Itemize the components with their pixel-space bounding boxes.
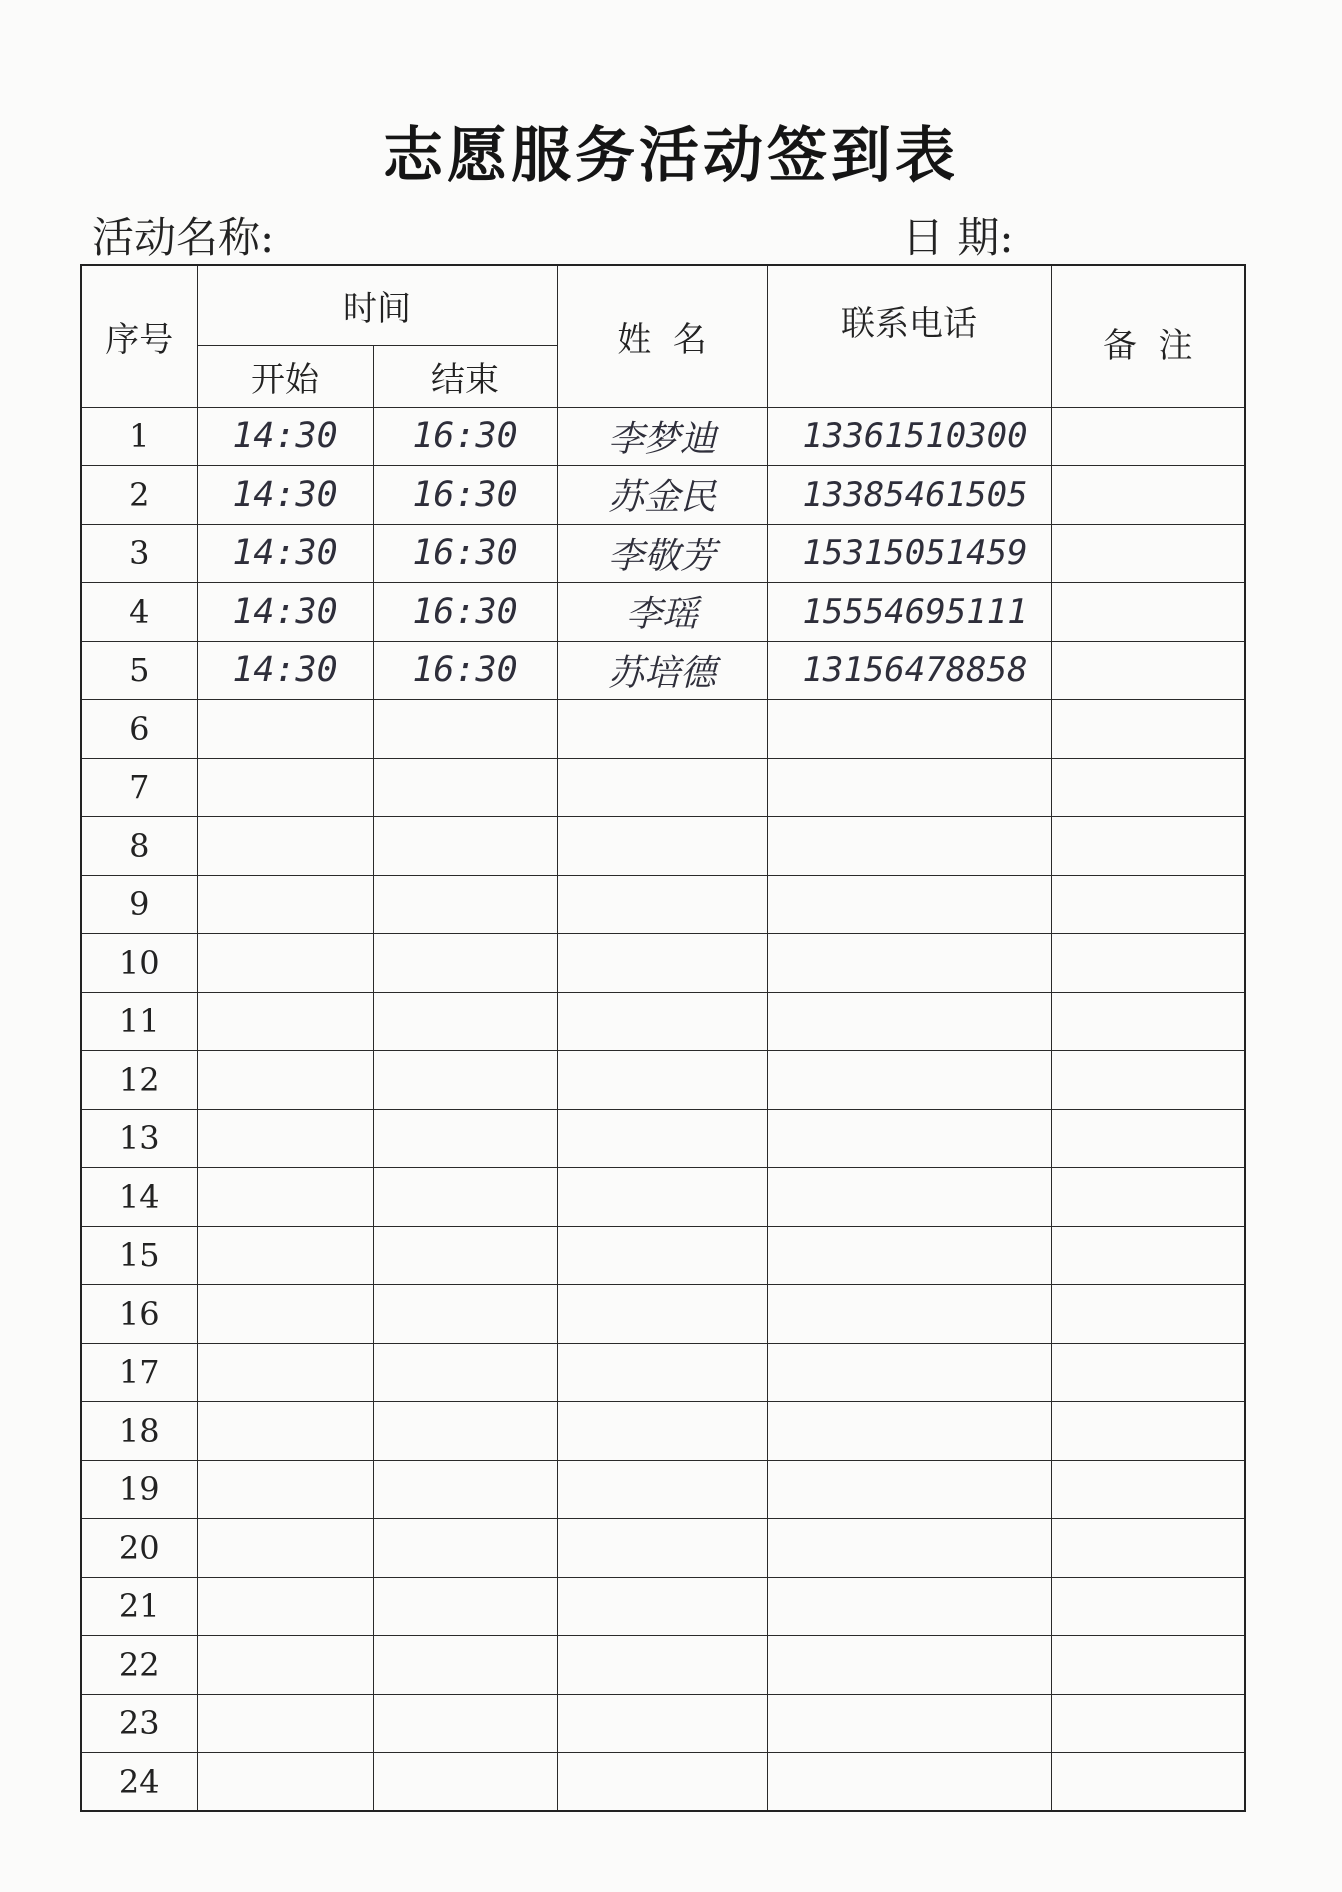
row-seq-cell: 5 bbox=[81, 641, 197, 700]
row-end-time-cell bbox=[373, 1636, 557, 1695]
row-seq-cell: 3 bbox=[81, 524, 197, 583]
row-end-time-cell bbox=[373, 700, 557, 759]
row-remark-cell bbox=[1051, 641, 1245, 700]
row-remark-cell bbox=[1051, 1577, 1245, 1636]
row-name-cell: 苏金民 bbox=[557, 466, 767, 525]
row-remark-cell bbox=[1051, 407, 1245, 466]
table-row bbox=[81, 1519, 1245, 1578]
table-row bbox=[81, 524, 1245, 583]
row-remark-cell bbox=[1051, 466, 1245, 525]
row-start-time-cell bbox=[197, 934, 373, 993]
row-phone-cell bbox=[767, 1636, 1051, 1695]
row-end-time-cell bbox=[373, 1402, 557, 1461]
table-row bbox=[81, 1285, 1245, 1344]
row-remark-cell bbox=[1051, 1753, 1245, 1812]
row-seq-cell: 13 bbox=[81, 1109, 197, 1168]
row-start-time-cell bbox=[197, 875, 373, 934]
row-start-time-cell bbox=[197, 1226, 373, 1285]
table-row bbox=[81, 934, 1245, 993]
table-row bbox=[81, 817, 1245, 876]
row-phone-cell bbox=[767, 1519, 1051, 1578]
row-start-time-cell bbox=[197, 1168, 373, 1227]
row-remark-cell bbox=[1051, 1460, 1245, 1519]
activity-name-label: 活动名称: bbox=[92, 213, 275, 262]
row-phone-cell: 15554695111 bbox=[767, 583, 1051, 642]
row-remark-cell bbox=[1051, 1636, 1245, 1695]
row-start-time-cell bbox=[197, 1109, 373, 1168]
row-phone-cell bbox=[767, 1051, 1051, 1110]
row-start-time-cell bbox=[197, 1051, 373, 1110]
row-seq-cell: 2 bbox=[81, 466, 197, 525]
table-row bbox=[81, 1343, 1245, 1402]
row-seq-cell: 12 bbox=[81, 1051, 197, 1110]
row-end-time-cell bbox=[373, 1519, 557, 1578]
table-row bbox=[81, 1460, 1245, 1519]
row-remark-cell bbox=[1051, 758, 1245, 817]
row-remark-cell bbox=[1051, 875, 1245, 934]
row-end-time-cell: 16:30 bbox=[373, 466, 557, 525]
row-phone-cell: 13361510300 bbox=[767, 407, 1051, 466]
row-start-time-cell: 14:30 bbox=[197, 583, 373, 642]
row-remark-cell bbox=[1051, 1109, 1245, 1168]
row-end-time-cell bbox=[373, 1577, 557, 1636]
row-phone-cell bbox=[767, 700, 1051, 759]
row-name-cell bbox=[557, 934, 767, 993]
row-phone-cell: 13385461505 bbox=[767, 466, 1051, 525]
row-seq-cell: 6 bbox=[81, 700, 197, 759]
row-end-time-cell bbox=[373, 875, 557, 934]
row-start-time-cell bbox=[197, 1402, 373, 1461]
header-phone: 联系电话 bbox=[767, 265, 1051, 407]
row-phone-cell bbox=[767, 1343, 1051, 1402]
row-name-cell: 李梦迪 bbox=[557, 407, 767, 466]
row-end-time-cell: 16:30 bbox=[373, 583, 557, 642]
header-remark: 备 注 bbox=[1051, 265, 1245, 407]
table-row bbox=[81, 466, 1245, 525]
row-remark-cell bbox=[1051, 817, 1245, 876]
row-seq-cell: 21 bbox=[81, 1577, 197, 1636]
row-start-time-cell: 14:30 bbox=[197, 466, 373, 525]
page-title: 志愿服务活动签到表 bbox=[383, 121, 959, 191]
row-start-time-cell bbox=[197, 1285, 373, 1344]
row-remark-cell bbox=[1051, 1343, 1245, 1402]
table-row bbox=[81, 1402, 1245, 1461]
row-phone-cell bbox=[767, 1285, 1051, 1344]
row-phone-cell bbox=[767, 1577, 1051, 1636]
row-name-cell bbox=[557, 1343, 767, 1402]
row-remark-cell bbox=[1051, 1694, 1245, 1753]
row-end-time-cell bbox=[373, 1226, 557, 1285]
date-label: 日 期: bbox=[902, 213, 1014, 262]
row-remark-cell bbox=[1051, 583, 1245, 642]
row-end-time-cell: 16:30 bbox=[373, 524, 557, 583]
row-start-time-cell bbox=[197, 1519, 373, 1578]
table-row bbox=[81, 875, 1245, 934]
row-seq-cell: 1 bbox=[81, 407, 197, 466]
row-phone-cell bbox=[767, 758, 1051, 817]
row-phone-cell bbox=[767, 1460, 1051, 1519]
row-start-time-cell bbox=[197, 817, 373, 876]
row-phone-cell bbox=[767, 1226, 1051, 1285]
row-name-cell bbox=[557, 1519, 767, 1578]
row-seq-cell: 9 bbox=[81, 875, 197, 934]
table-row bbox=[81, 583, 1245, 642]
row-end-time-cell bbox=[373, 992, 557, 1051]
row-seq-cell: 18 bbox=[81, 1402, 197, 1461]
row-remark-cell bbox=[1051, 1226, 1245, 1285]
row-name-cell bbox=[557, 1694, 767, 1753]
row-name-cell bbox=[557, 1168, 767, 1227]
table-row bbox=[81, 758, 1245, 817]
row-remark-cell bbox=[1051, 1519, 1245, 1578]
header-end: 结束 bbox=[373, 345, 557, 407]
row-end-time-cell bbox=[373, 1168, 557, 1227]
row-start-time-cell: 14:30 bbox=[197, 407, 373, 466]
row-seq-cell: 8 bbox=[81, 817, 197, 876]
row-name-cell bbox=[557, 1402, 767, 1461]
row-remark-cell bbox=[1051, 1051, 1245, 1110]
row-name-cell bbox=[557, 1226, 767, 1285]
row-phone-cell bbox=[767, 992, 1051, 1051]
row-end-time-cell bbox=[373, 1285, 557, 1344]
row-name-cell bbox=[557, 817, 767, 876]
table-row bbox=[81, 1694, 1245, 1753]
row-remark-cell bbox=[1051, 1168, 1245, 1227]
row-start-time-cell bbox=[197, 758, 373, 817]
row-seq-cell: 11 bbox=[81, 992, 197, 1051]
row-phone-cell bbox=[767, 1694, 1051, 1753]
row-phone-cell: 15315051459 bbox=[767, 524, 1051, 583]
table-body bbox=[81, 407, 1245, 1811]
row-phone-cell bbox=[767, 1109, 1051, 1168]
row-name-cell bbox=[557, 992, 767, 1051]
table-row bbox=[81, 1051, 1245, 1110]
row-phone-cell bbox=[767, 817, 1051, 876]
row-end-time-cell bbox=[373, 1109, 557, 1168]
row-start-time-cell bbox=[197, 1577, 373, 1636]
row-name-cell bbox=[557, 1753, 767, 1812]
row-remark-cell bbox=[1051, 992, 1245, 1051]
header-seq: 序号 bbox=[81, 265, 197, 407]
table-row bbox=[81, 641, 1245, 700]
row-seq-cell: 19 bbox=[81, 1460, 197, 1519]
row-name-cell bbox=[557, 875, 767, 934]
table-row bbox=[81, 700, 1245, 759]
row-remark-cell bbox=[1051, 1285, 1245, 1344]
row-end-time-cell bbox=[373, 934, 557, 993]
row-seq-cell: 23 bbox=[81, 1694, 197, 1753]
row-seq-cell: 10 bbox=[81, 934, 197, 993]
row-phone-cell bbox=[767, 934, 1051, 993]
row-phone-cell: 13156478858 bbox=[767, 641, 1051, 700]
row-phone-cell bbox=[767, 1402, 1051, 1461]
row-seq-cell: 7 bbox=[81, 758, 197, 817]
row-end-time-cell: 16:30 bbox=[373, 407, 557, 466]
row-seq-cell: 20 bbox=[81, 1519, 197, 1578]
row-name-cell bbox=[557, 1460, 767, 1519]
row-end-time-cell: 16:30 bbox=[373, 641, 557, 700]
table-row bbox=[81, 1636, 1245, 1695]
row-seq-cell: 17 bbox=[81, 1343, 197, 1402]
row-name-cell bbox=[557, 1109, 767, 1168]
row-start-time-cell bbox=[197, 1460, 373, 1519]
row-name-cell bbox=[557, 758, 767, 817]
row-phone-cell bbox=[767, 1168, 1051, 1227]
row-end-time-cell bbox=[373, 817, 557, 876]
row-start-time-cell bbox=[197, 1343, 373, 1402]
row-end-time-cell bbox=[373, 1051, 557, 1110]
row-start-time-cell: 14:30 bbox=[197, 524, 373, 583]
header-time: 时间 bbox=[197, 265, 557, 345]
table-row bbox=[81, 407, 1245, 466]
row-start-time-cell: 14:30 bbox=[197, 641, 373, 700]
row-name-cell bbox=[557, 1636, 767, 1695]
row-remark-cell bbox=[1051, 934, 1245, 993]
row-name-cell: 李瑶 bbox=[557, 583, 767, 642]
row-phone-cell bbox=[767, 1753, 1051, 1812]
header-name: 姓 名 bbox=[557, 265, 767, 407]
row-seq-cell: 22 bbox=[81, 1636, 197, 1695]
row-name-cell bbox=[557, 1285, 767, 1344]
table-row bbox=[81, 1109, 1245, 1168]
header-start: 开始 bbox=[197, 345, 373, 407]
sign-in-table bbox=[80, 264, 1246, 1812]
row-end-time-cell bbox=[373, 1694, 557, 1753]
row-start-time-cell bbox=[197, 992, 373, 1051]
row-phone-cell bbox=[767, 875, 1051, 934]
table-row bbox=[81, 1577, 1245, 1636]
row-start-time-cell bbox=[197, 700, 373, 759]
row-seq-cell: 15 bbox=[81, 1226, 197, 1285]
table-row bbox=[81, 992, 1245, 1051]
row-seq-cell: 4 bbox=[81, 583, 197, 642]
row-name-cell bbox=[557, 1051, 767, 1110]
row-end-time-cell bbox=[373, 1753, 557, 1812]
row-start-time-cell bbox=[197, 1694, 373, 1753]
row-name-cell bbox=[557, 700, 767, 759]
row-end-time-cell bbox=[373, 1343, 557, 1402]
row-name-cell: 李敬芳 bbox=[557, 524, 767, 583]
row-end-time-cell bbox=[373, 1460, 557, 1519]
row-start-time-cell bbox=[197, 1753, 373, 1812]
row-remark-cell bbox=[1051, 1402, 1245, 1461]
row-seq-cell: 24 bbox=[81, 1753, 197, 1812]
row-remark-cell bbox=[1051, 524, 1245, 583]
table-row bbox=[81, 1168, 1245, 1227]
table-row bbox=[81, 1753, 1245, 1812]
row-remark-cell bbox=[1051, 700, 1245, 759]
row-seq-cell: 14 bbox=[81, 1168, 197, 1227]
row-name-cell bbox=[557, 1577, 767, 1636]
row-end-time-cell bbox=[373, 758, 557, 817]
table-row bbox=[81, 1226, 1245, 1285]
row-start-time-cell bbox=[197, 1636, 373, 1695]
row-name-cell: 苏培德 bbox=[557, 641, 767, 700]
row-seq-cell: 16 bbox=[81, 1285, 197, 1344]
